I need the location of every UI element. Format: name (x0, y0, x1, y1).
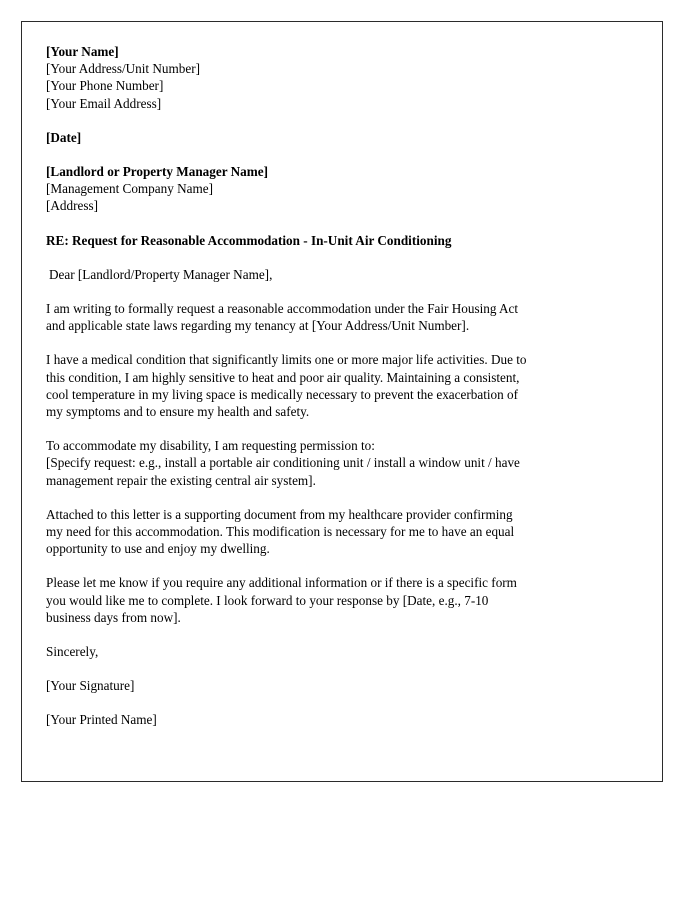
sender-phone: [Your Phone Number] (46, 78, 164, 94)
paragraph-line: [Specify request: e.g., install a portable air conditioning unit / install a window unit / have (46, 455, 520, 471)
date-line: [Date] (46, 129, 82, 145)
paragraph-line: I am writing to formally request a reasonable accommodation under the Fair Housing Act (46, 301, 519, 317)
paragraph-line: cool temperature in my living space is medically necessary to prevent the exacerbation of (46, 386, 519, 402)
paragraph-line: Attached to this letter is a supporting document from my healthcare provider confirming (46, 506, 513, 522)
paragraph-attachment (46, 506, 645, 558)
printed-name-placeholder: [Your Printed Name] (46, 712, 157, 728)
letter-content (46, 43, 645, 729)
paragraph-line: I have a medical condition that significantly limits one or more major life activities. Due to (46, 352, 527, 368)
recipient-address: [Address] (46, 198, 99, 214)
date-block (46, 129, 645, 146)
paragraph-line: management repair the existing central air system]. (46, 472, 316, 488)
signature-placeholder: [Your Signature] (46, 678, 135, 694)
paragraph-line: you would like me to complete. I look forward to your response by [Date, e.g., 7-10 (46, 592, 489, 608)
recipient-block (46, 163, 645, 215)
recipient-name: [Landlord or Property Manager Name] (46, 164, 268, 180)
paragraph-line: this condition, I am highly sensitive to heat and poor air quality. Maintaining a consistent, (46, 369, 520, 385)
sender-email: [Your Email Address] (46, 95, 162, 111)
letter-page (21, 21, 663, 782)
valediction: Sincerely, (46, 644, 99, 660)
paragraph-line: my need for this accommodation. This modification is necessary for me to have an equal (46, 524, 515, 540)
paragraph-line: Please let me know if you require any additional information or if there is a specific form (46, 575, 517, 591)
paragraph-intro (46, 300, 645, 334)
paragraph-line: and applicable state laws regarding my tenancy at [Your Address/Unit Number]. (46, 318, 470, 334)
paragraph-line: business days from now]. (46, 609, 181, 625)
paragraph-line: my symptoms and to ensure my health and safety. (46, 404, 310, 420)
paragraph-line: To accommodate my disability, I am requesting permission to: (46, 438, 375, 454)
paragraph-medical-condition (46, 351, 645, 420)
paragraph-request (46, 437, 645, 489)
sender-block (46, 43, 645, 112)
sender-address: [Your Address/Unit Number] (46, 61, 200, 77)
salutation-block (46, 266, 645, 283)
closing-block (46, 643, 645, 729)
salutation: Dear [Landlord/Property Manager Name], (49, 266, 273, 282)
subject-block (46, 232, 645, 249)
subject-line: RE: Request for Reasonable Accommodation - In-Unit Air Conditioning (46, 232, 452, 248)
recipient-company: [Management Company Name] (46, 181, 213, 197)
paragraph-line: opportunity to use and enjoy my dwelling. (46, 541, 270, 557)
paragraph-closing-request (46, 574, 645, 626)
sender-name: [Your Name] (46, 44, 119, 59)
